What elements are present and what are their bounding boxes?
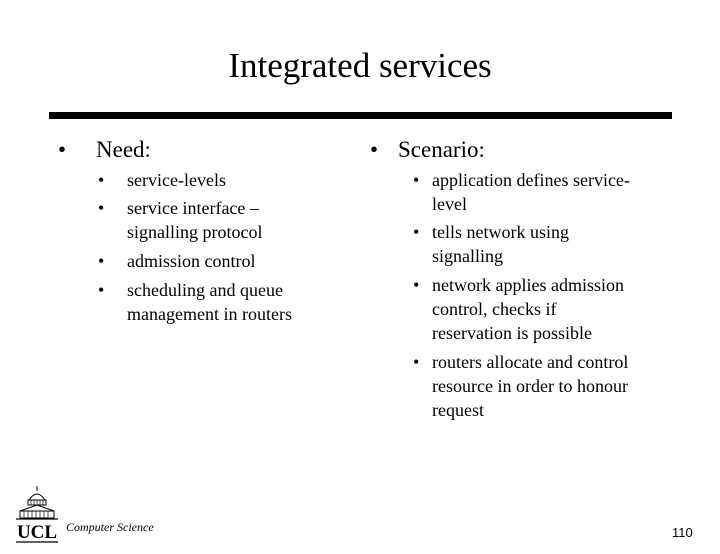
list-item-text: management in routers (127, 304, 292, 324)
list-item-text: scheduling and queue (127, 280, 283, 300)
list-bullet: • (98, 198, 105, 218)
list-bullet: • (413, 170, 420, 190)
list-item-text: signalling (432, 246, 503, 266)
list-bullet: • (413, 275, 420, 295)
list-bullet: • (98, 251, 105, 271)
list-item-text: reservation is possible (432, 323, 592, 343)
title-divider (49, 112, 672, 119)
list-item-text: application defines service- (432, 170, 630, 190)
list-item-text: control, checks if (432, 299, 557, 319)
list-bullet: • (413, 222, 420, 242)
list-bullet: • (413, 352, 420, 372)
right-heading: Scenario: (398, 137, 485, 162)
list-item-text: service-levels (127, 170, 226, 190)
list-item-text: request (432, 400, 484, 420)
list-bullet: • (98, 170, 105, 190)
list-item-text: level (432, 194, 467, 214)
list-item-text: resource in order to honour (432, 376, 628, 396)
list-bullet: • (98, 280, 105, 300)
ucl-logo (14, 484, 60, 546)
list-item-text: tells network using (432, 222, 569, 242)
list-item-text: network applies admission (432, 275, 624, 295)
list-item-text: signalling protocol (127, 222, 263, 242)
logo-text: UCL (16, 522, 58, 543)
list-item-text: admission control (127, 251, 256, 271)
list-item-text: routers allocate and control (432, 352, 629, 372)
footer-department: Computer Science (66, 520, 154, 534)
left-heading: Need: (96, 137, 151, 162)
list-item-text: service interface – (127, 198, 259, 218)
slide-title: Integrated services (228, 46, 492, 85)
page-number: 110 (672, 525, 693, 540)
left-heading-bullet: • (58, 137, 67, 162)
right-heading-bullet: • (370, 137, 379, 162)
